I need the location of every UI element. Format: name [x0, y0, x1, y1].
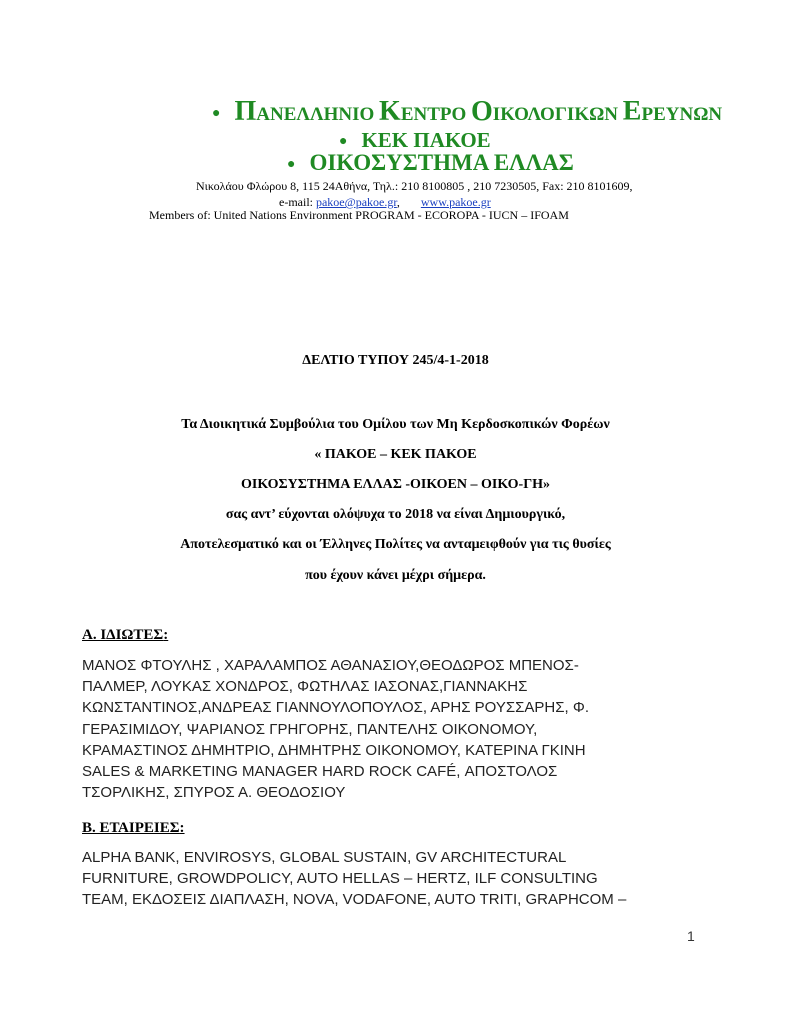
email-website-line: e-mail: pakoe@pakoe.gr, www.pakoe.gr: [279, 195, 491, 209]
greeting-line: ΟΙΚΟΣΥΣΤΗΜΑ ΕΛΛΑΣ -ΟΙΚΟΕΝ – ΟΙΚΟ-ΓΗ»: [241, 477, 550, 492]
press-release-title: ΔΕΛΤΙΟ ΤΥΠΟΥ 245/4-1-2018: [302, 353, 489, 368]
bullet-icon: ●: [287, 156, 296, 172]
greeting-line: Τα Διοικητικά Συμβούλια του Ομίλου των Μη Κερδοσκοπικών Φορέων: [181, 417, 610, 432]
members-line: Members of: United Nations Environment PROGRAM - ECOROPA - IUCN – IFOAM: [149, 208, 569, 222]
bullet-icon: ●: [339, 134, 348, 150]
list-line: ΓΕΡΑΣΙΜΙΔΟΥ, ΨΑΡΙΑΝΟΣ ΓΡΗΓΟΡΗΣ, ΠΑΝΤΕΛΗΣ ΟΙΚΟΝΟΜΟΥ,: [82, 720, 538, 738]
list-line: FURNITURE, GROWDPOLICY, AUTO HELLAS – HERTZ, ILF CONSULTING: [82, 870, 598, 888]
section-heading-companies: Β. ΕΤΑΙΡΕΙΕΣ:: [82, 820, 185, 836]
page-number: 1: [687, 928, 695, 944]
list-line: ΤΣΟΡΛΙΚΗΣ, ΣΠΥΡΟΣ Α. ΘΕΟΔΟΣΙΟΥ: [82, 784, 346, 802]
greeting-line: « ΠΑΚΟΕ – ΚΕΚ ΠΑΚΟΕ: [314, 447, 477, 462]
list-line: SALES & MARKETING MANAGER HARD ROCK CAFÉ, ΑΠΟΣΤΟΛΟΣ: [82, 763, 558, 781]
greeting-line: που έχουν κάνει μέχρι σήμερα.: [305, 568, 486, 583]
address-line: Νικολάου Φλώρου 8, 115 24Αθήνα, Τηλ.: 210 8100805 , 210 7230505, Fax: 210 8101609,: [196, 179, 633, 193]
org-kek-line: ● ΚΕΚ ΠΑΚΟΕ: [339, 128, 491, 152]
individuals-list: [82, 655, 712, 803]
section-heading-individuals: Α. ΙΔΙΩΤΕΣ:: [82, 627, 169, 643]
email-link[interactable]: pakoe@pakoe.gr: [315, 195, 397, 209]
org-ecosystem-line: ● ΟΙΚΟΣΥΣΤΗΜΑ ΕΛΛΑΣ: [287, 150, 574, 175]
list-line: ΜΑΝΟΣ ΦΤΟΥΛΗΣ , ΧΑΡΑΛΑΜΠΟΣ ΑΘΑΝΑΣΙΟΥ,ΘΕΟΔΩΡΟΣ ΜΠΕΝΟΣ-: [82, 657, 579, 674]
list-line: ΚΩΝΣΤΑΝΤΙΝΟΣ,ΑΝΔΡΕΑΣ ΓΙΑΝΝΟΥΛΟΠΟΥΛΟΣ, ΑΡΗΣ ΡΟΥΣΣΑΡΗΣ, Φ.: [82, 699, 590, 717]
list-line: ΚΡΑΜΑΣΤΙΝΟΣ ΔΗΜΗΤΡΙΟ, ΔΗΜΗΤΡΗΣ ΟΙΚΟΝΟΜΟΥ, ΚΑΤΕΡΙΝΑ ΓΚΙΝΗ: [82, 741, 586, 759]
website-link[interactable]: www.pakoe.gr: [420, 195, 491, 209]
greeting-line: σας αντ’ εύχονται ολόψυχα το 2018 να είναι Δημιουργικό,: [225, 507, 566, 522]
list-line: ALPHA BANK, ENVIROSYS, GLOBAL SUSTAIN, GV ARCHITECTURAL: [82, 849, 567, 866]
bullet-icon: ●: [212, 106, 221, 122]
list-line: TEAM, ΕΚΔΟΣΕΙΣ ΔΙΑΠΛΑΣΗ, NOVA, VODAFONE, AUTO TRITI, GRAPHCOM –: [82, 891, 627, 909]
greeting-line: Αποτελεσματικό και οι Έλληνες Πολίτες να ανταμειφθούν για τις θυσίες: [180, 537, 611, 552]
org-name-line: ● ΠΑΝΕΛΛΗΝΙΟ ΚΕΝΤΡΟ ΟΙΚΟΛΟΓΙΚΩΝ ΕΡΕΥΝΩΝ: [212, 96, 723, 127]
list-line: ΠΑΛΜΕΡ, ΛΟΥΚΑΣ ΧΟΝΔΡΟΣ, ΦΩΤΗΛΑΣ ΙΑΣΟΝΑΣ,ΓΙΑΝΝΑΚΗΣ: [82, 678, 528, 696]
companies-list: [82, 847, 712, 911]
